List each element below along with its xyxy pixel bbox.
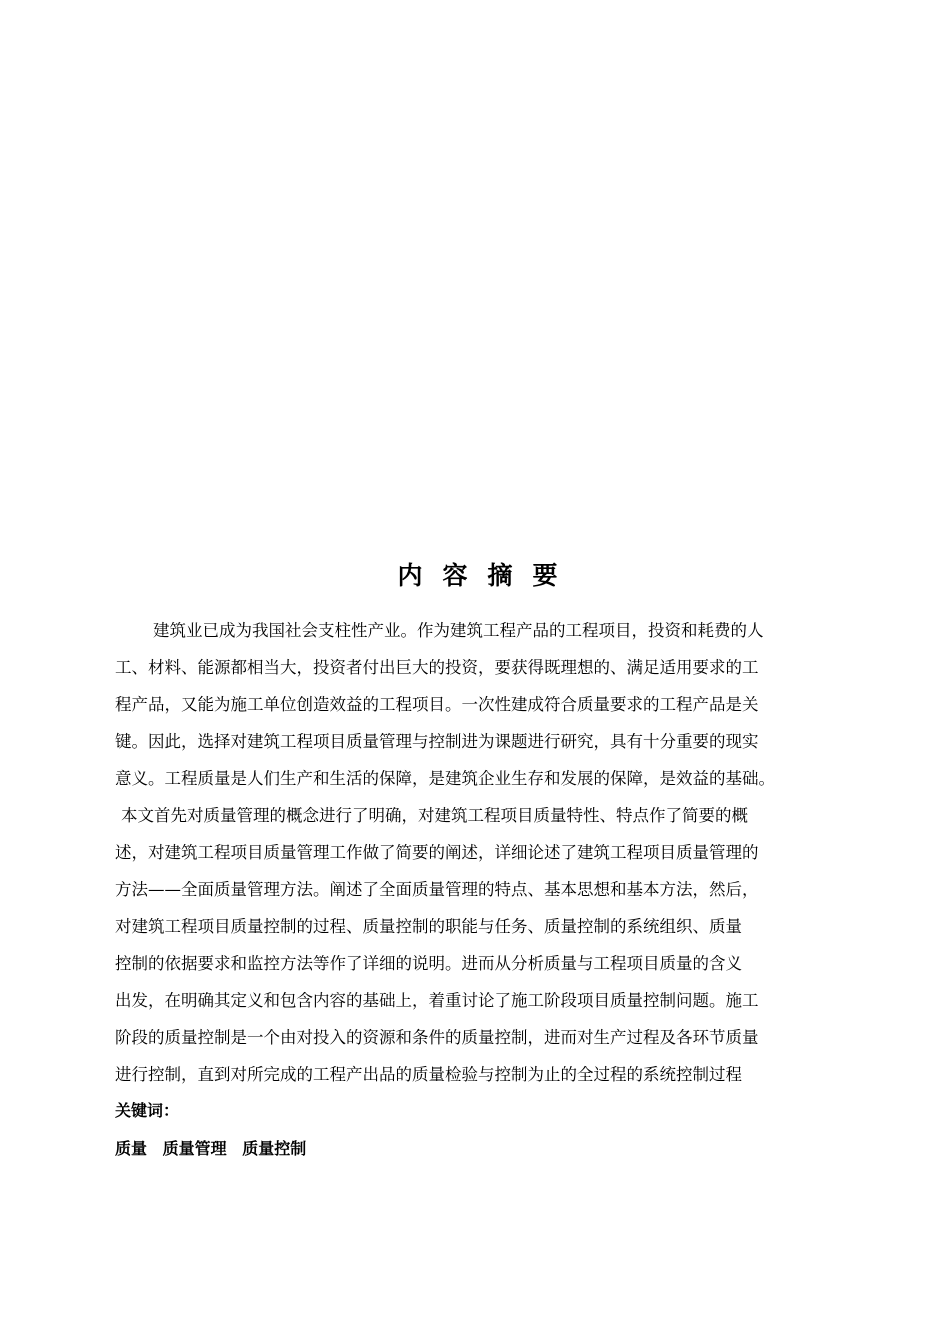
abstract-line: 本文首先对质量管理的概念进行了明确，对建筑工程项目质量特性、特点作了简要的概 <box>121 806 748 825</box>
abstract-line: 意义。工程质量是人们生产和生活的保障，是建筑企业生存和发展的保障，是效益的基础。 <box>115 769 775 788</box>
abstract-body <box>115 612 865 1093</box>
abstract-line: 建筑业已成为我国社会支柱性产业。作为建筑工程产品的工程项目，投资和耗费的人 <box>153 621 764 640</box>
keyword: 质量 <box>115 1139 148 1158</box>
abstract-line: 方法——全面质量管理方法。阐述了全面质量管理的特点、基本思想和基本方法，然后， <box>115 880 759 899</box>
abstract-line: 对建筑工程项目质量控制的过程、质量控制的职能与任务、质量控制的系统组织、质量 <box>115 917 742 936</box>
keyword: 质量控制 <box>242 1139 307 1158</box>
abstract-line: 工、材料、能源都相当大，投资者付出巨大的投资，要获得既理想的、满足适用要求的工 <box>115 658 759 677</box>
abstract-line: 阶段的质量控制是一个由对投入的资源和条件的质量控制，进而对生产过程及各环节质量 <box>115 1028 759 1047</box>
keyword: 质量管理 <box>162 1139 227 1158</box>
abstract-line: 述，对建筑工程项目质量管理工作做了简要的阐述，详细论述了建筑工程项目质量管理的 <box>115 843 759 862</box>
keywords-list <box>115 1134 316 1164</box>
abstract-line: 出发，在明确其定义和包含内容的基础上，着重讨论了施工阶段项目质量控制问题。施工 <box>115 991 759 1010</box>
abstract-line: 程产品，又能为施工单位创造效益的工程项目。一次性建成符合质量要求的工程产品是关 <box>115 695 759 714</box>
keywords-label: 关键词： <box>115 1101 180 1120</box>
abstract-title: 内容摘要 <box>397 561 578 590</box>
abstract-line: 键。因此，选择对建筑工程项目质量管理与控制进为课题进行研究，具有十分重要的现实 <box>115 732 759 751</box>
abstract-line: 进行控制，直到对所完成的工程产出品的质量检验与控制为止的全过程的系统控制过程 <box>115 1065 742 1084</box>
abstract-line: 控制的依据要求和监控方法等作了详细的说明。进而从分析质量与工程项目质量的含义 <box>115 954 742 973</box>
